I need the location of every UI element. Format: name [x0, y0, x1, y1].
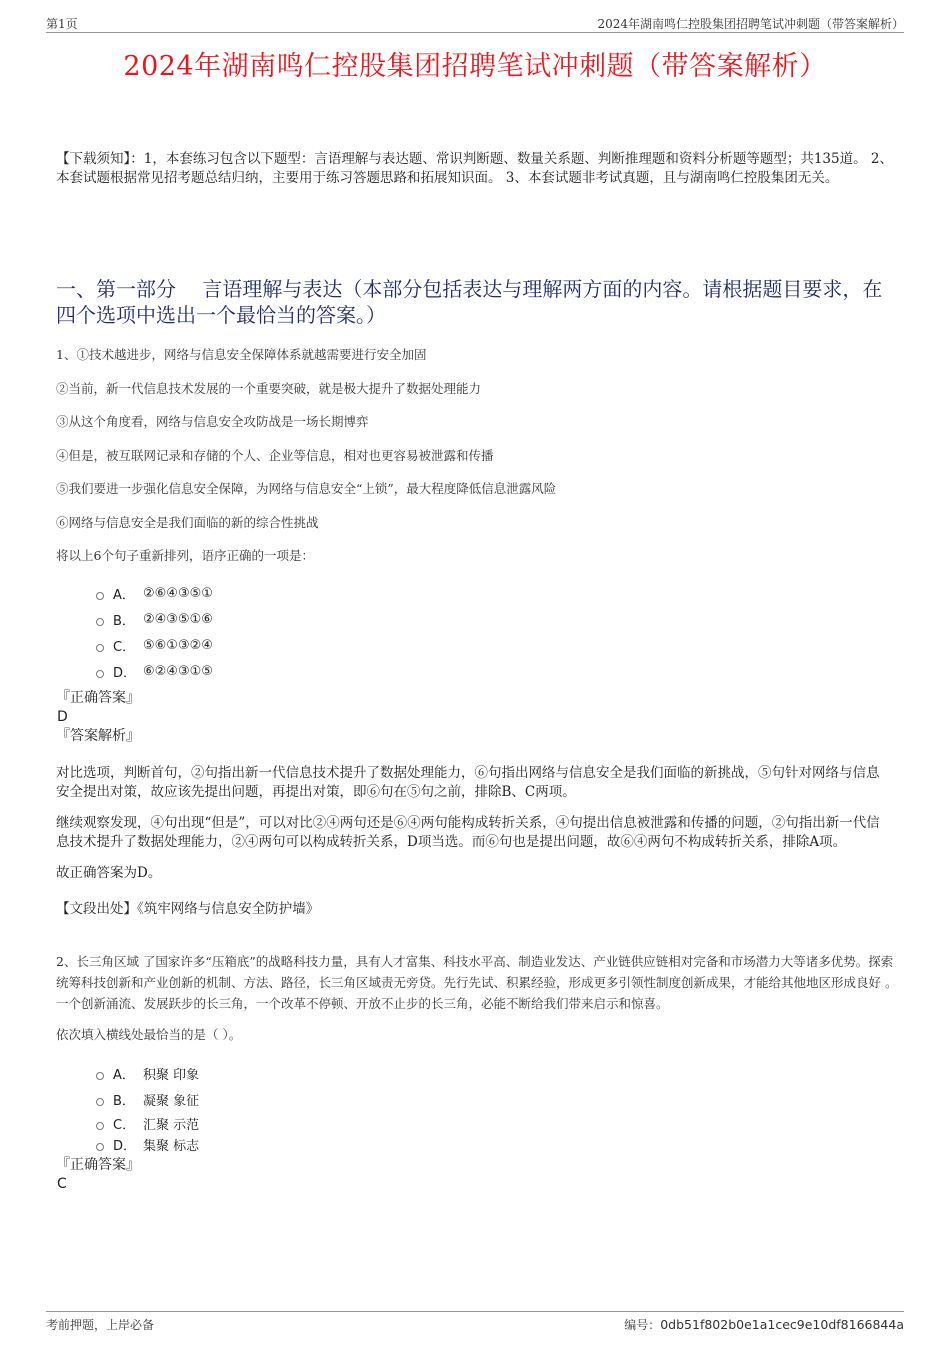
radio-icon[interactable] [96, 1143, 104, 1151]
section-title: 一、第一部分 言语理解与表达（本部分包括表达与理解两方面的内容。请根据题目要求，在四个选项中选出一个最恰当的答案。） [56, 277, 883, 327]
question-prompt: 将以上6个句子重新排列，语序正确的一项是： [56, 548, 314, 563]
document-title: 2024年湖南鸣仁控股集团招聘笔试冲刺题（带答案解析） [123, 51, 827, 82]
analysis-paragraph: 对比选项，判断首句，②句指出新一代信息技术提升了数据处理能力，⑥句指出网络与信息安全是我们面临的新挑战，⑤句针对网络与信息安全提出对策，故应该先提出问题，再提出对策，即⑥句在⑤句之前，排除B、C两项。 [56, 765, 880, 800]
source-note: 【文段出处】《筑牢网络与信息安全防护墙》 [56, 900, 320, 917]
q1-answer [56, 689, 898, 746]
answer-label: 『正确答案』 [56, 1157, 140, 1173]
radio-icon[interactable] [96, 670, 104, 678]
analysis-label: 『答案解析』 [56, 728, 140, 744]
radio-icon[interactable] [96, 644, 104, 652]
question-line: ⑤我们要进一步强化信息安全保障，为网络与信息安全“上锁”，最大程度降低信息泄露风险 [56, 481, 557, 496]
radio-icon[interactable] [96, 1098, 104, 1106]
question-stem: 2、长三角区域 了国家许多“压箱底”的战略科技力量，具有人才富集、科技水平高、制造业发达、产业链供应链相对完备和市场潜力大等诸多优势。探索统筹科技创新和产业创新的机制、方法、路径，长三角区域责无旁贷。先行先试、积累经验，形成更多引领性制度创新成果，才能给其他地区形成良好 。一个创新涌流、发展跃步的长三角，一个改革不停顿、开放不止步的长三角，必能不断给我们带来启示和惊喜。 [56, 954, 898, 1011]
option-c[interactable]: C． 汇聚 示范 [96, 1112, 199, 1134]
answer-value: D [57, 709, 68, 725]
question-1 [56, 346, 898, 581]
question-2 [56, 951, 898, 1045]
question-prompt: 依次填入横线处最恰当的是（ ）。 [56, 1027, 242, 1042]
analysis-conclusion: 故正确答案为D。 [56, 865, 162, 881]
option-c[interactable]: C． ⑤⑥①③②④ [96, 632, 213, 658]
question-line: ⑥网络与信息安全是我们面临的新的综合性挑战 [56, 514, 319, 530]
option-b[interactable]: B． 凝聚 象征 [96, 1086, 199, 1112]
radio-icon[interactable] [96, 1072, 104, 1080]
code-label: 编号： [624, 1318, 661, 1332]
answer-value: C [57, 1176, 67, 1192]
page-header [46, 14, 904, 33]
question-line: ③从这个角度看，网络与信息安全攻防战是一场长期博弈 [56, 414, 369, 429]
answer-label: 『正确答案』 [56, 690, 140, 706]
q2-answer [56, 1156, 898, 1194]
option-b[interactable]: B． ②④③⑤①⑥ [96, 606, 213, 632]
code-value: 0db51f802b0e1a1cec9e10df8166844a [660, 1317, 904, 1332]
q1-analysis [56, 764, 898, 918]
analysis-paragraph: 继续观察发现，④句出现“但是”，可以对比②④两句还是⑥④两句能构成转折关系，④句提出信息被泄露和传播的问题，②句指出新一代信息技术提升了数据处理能力，②④两句可以构成转折关系，D项当选。而⑥句也是提出问题，故⑥④两句不构成转折关系，排除A项。 [56, 815, 880, 850]
radio-icon[interactable] [96, 618, 104, 626]
footer-code [624, 1316, 904, 1333]
page-footer [46, 1311, 904, 1334]
option-a[interactable]: A． 积聚 印象 [96, 1060, 199, 1086]
radio-icon[interactable] [96, 1122, 104, 1130]
footer-slogan: 考前押题，上岸必备 [46, 1318, 155, 1332]
question-line: 1、①技术越进步，网络与信息安全保障体系就越需要进行安全加固 [56, 347, 427, 362]
q1-options [96, 580, 213, 684]
option-d[interactable]: D． ⑥②④③①⑤ [96, 658, 213, 684]
q2-options [96, 1060, 199, 1154]
radio-icon[interactable] [96, 592, 104, 600]
question-line: ④但是，被互联网记录和存储的个人、企业等信息，相对也更容易被泄露和传播 [56, 447, 494, 463]
question-line: ②当前，新一代信息技术发展的一个重要突破，就是极大提升了数据处理能力 [56, 380, 482, 396]
download-notice: 【下载须知】：1，本套练习包含以下题型：言语理解与表达题、常识判断题、数量关系题、判断推理题和资料分析题等题型；共135道。 2、本套试题根据常见招考题总结归纳，主要用于练习答题思路和拓展知识面。 3、本套试题非考试真题，且与湖南鸣仁控股集团无关。 [56, 151, 893, 186]
page-number: 第1页 [46, 17, 78, 31]
option-a[interactable]: A． ②⑥④③⑤① [96, 580, 213, 606]
option-d[interactable]: D． 集聚 标志 [96, 1134, 199, 1154]
header-doc-title: 2024年湖南鸣仁控股集团招聘笔试冲刺题（带答案解析） [597, 17, 904, 31]
